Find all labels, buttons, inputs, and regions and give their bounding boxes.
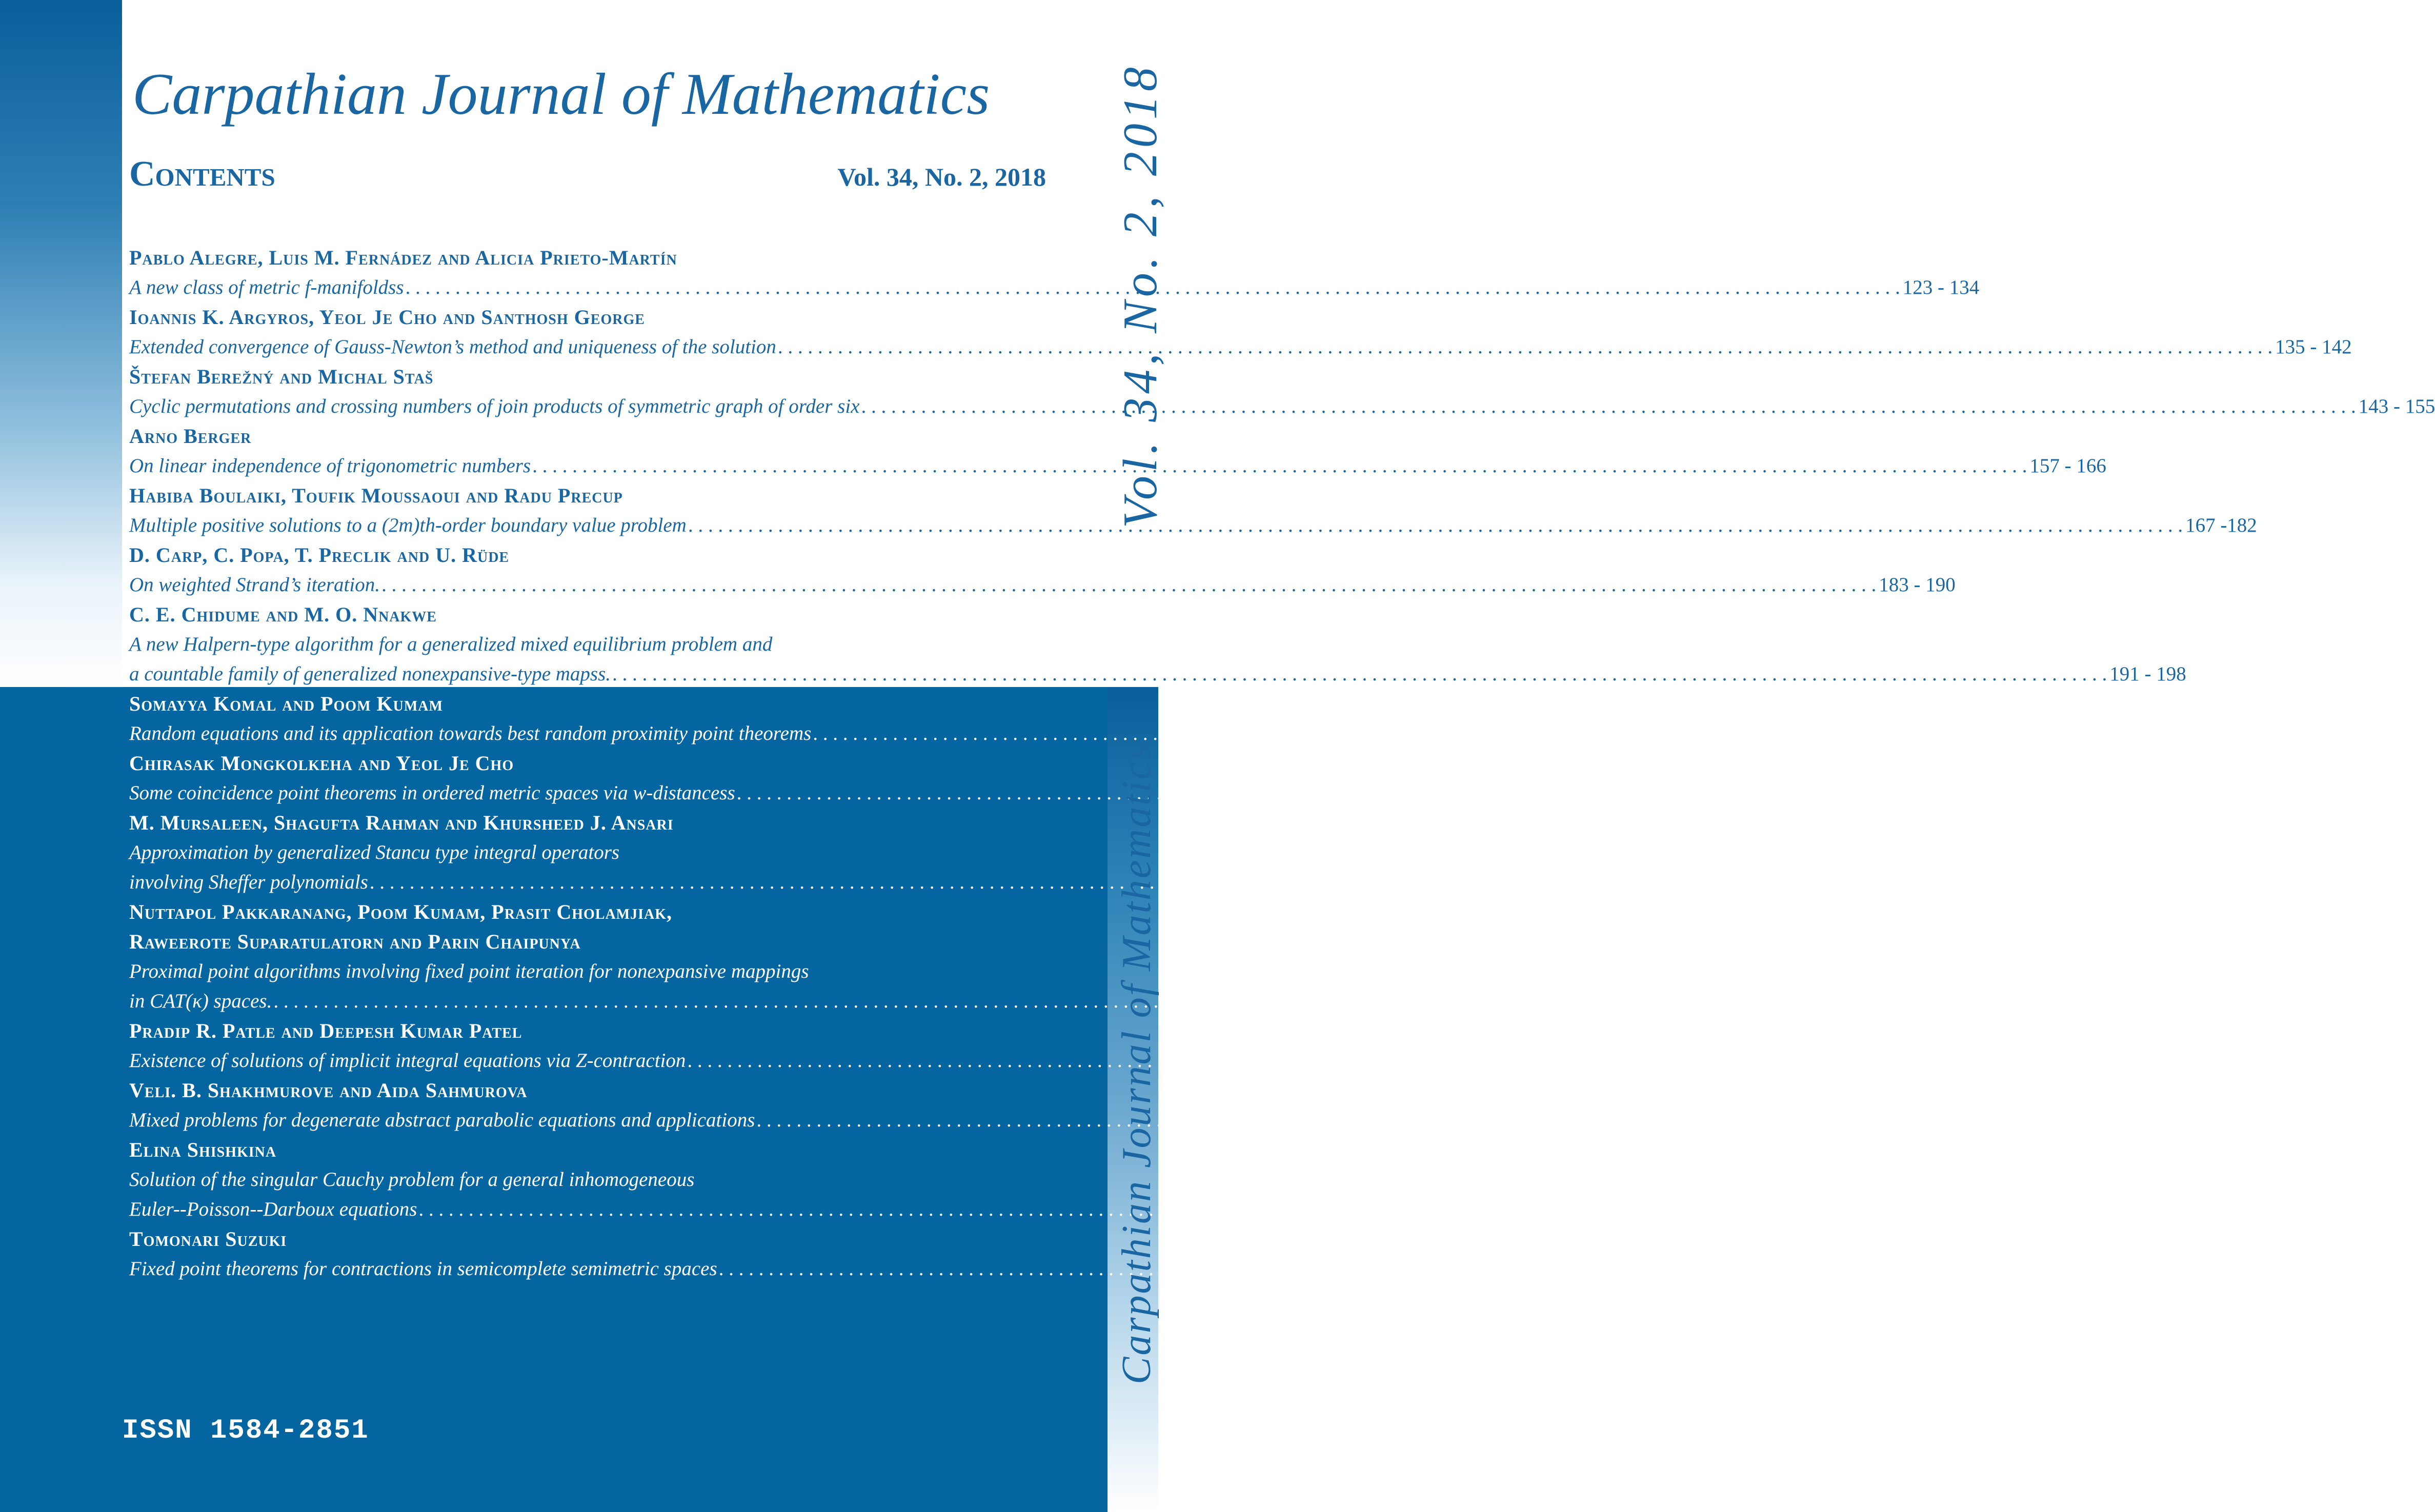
entry-pages: 269 - 275 bbox=[2216, 1258, 2293, 1280]
entry-title-row bbox=[129, 719, 2387, 749]
entry-title: On linear independence of trigonometric numbers bbox=[129, 455, 531, 477]
entry-pages: 143 - 155 bbox=[2358, 395, 2435, 417]
entry-title-row bbox=[129, 273, 1980, 303]
entry-pages: 199 - 206 bbox=[2310, 722, 2387, 744]
entry-title-row bbox=[129, 1254, 2293, 1284]
entry-title-line: Proximal point algorithms involving fixed point iteration for nonexpansive mappings bbox=[129, 960, 809, 982]
toc-entry bbox=[129, 481, 2257, 540]
dot-leader bbox=[417, 1195, 1916, 1224]
spine-volume-issue: Vol. 34, No. 2, 2018 bbox=[1114, 63, 1167, 528]
entry-title-row bbox=[129, 570, 1956, 600]
entry-title: Some coincidence point theorems in ordered metric spaces via w-distancess bbox=[129, 782, 735, 804]
entry-pages: 255 - 267 bbox=[1916, 1198, 1993, 1220]
toc-entry bbox=[129, 897, 1848, 1016]
entry-title: On weighted Strand’s iteration. bbox=[129, 574, 380, 596]
entry-authors: Pradip R. Patle and Deepesh Kumar Patel bbox=[129, 1019, 522, 1042]
left-gradient-strip bbox=[0, 0, 122, 687]
toc-entry bbox=[129, 540, 1956, 600]
entry-title-row bbox=[129, 659, 2186, 689]
entry-pages: 239 - 246 bbox=[2184, 1050, 2262, 1072]
dot-leader bbox=[755, 1105, 2253, 1135]
entry-title-row bbox=[129, 1195, 1993, 1224]
entry-pages: 229 - 237 bbox=[1770, 990, 1848, 1012]
entry-title-row bbox=[129, 868, 1939, 897]
entry-authors: Štefan Berežný and Michal Staš bbox=[129, 365, 434, 388]
entry-title: Existence of solutions of implicit integral equations via Z-contraction bbox=[129, 1050, 686, 1072]
toc-entry bbox=[129, 243, 1980, 303]
dot-leader bbox=[380, 570, 1879, 600]
entry-title: Multiple positive solutions to a (2m)th-order boundary value problem bbox=[129, 514, 687, 536]
entry-authors: Chirasak Mongkolkeha and Yeol Je Cho bbox=[129, 752, 514, 775]
entry-title-row bbox=[129, 511, 2257, 540]
entry-pages: 135 - 142 bbox=[2275, 336, 2352, 358]
journal-title: Carpathian Journal of Mathematics bbox=[132, 62, 990, 127]
toc-entry bbox=[129, 689, 2387, 749]
entry-title: Cyclic permutations and crossing numbers of join products of symmetric graph of order six bbox=[129, 395, 860, 417]
entry-pages: 167 -182 bbox=[2185, 514, 2257, 536]
entry-title: A new class of metric f-manifoldss bbox=[129, 276, 404, 298]
entry-pages: 247 - 254 bbox=[2253, 1109, 2331, 1131]
toc-entry bbox=[129, 1016, 2262, 1076]
entry-authors: C. E. Chidume and M. O. Nnakwe bbox=[129, 603, 437, 626]
dot-leader bbox=[611, 659, 2109, 689]
toc-entry bbox=[129, 303, 2352, 362]
entry-authors: Arno Berger bbox=[129, 425, 252, 448]
dot-leader bbox=[717, 1254, 2216, 1284]
entry-authors: Pablo Alegre, Luis M. Fernádez and Alicia Prieto-Martín bbox=[129, 246, 677, 269]
toc-entry bbox=[129, 600, 2186, 689]
dot-leader bbox=[776, 332, 2275, 362]
entry-title: Euler--Poisson--Darboux equations bbox=[129, 1198, 417, 1220]
entry-pages: 215- 228 bbox=[1867, 871, 1939, 893]
entry-title-line: Solution of the singular Cauchy problem for a general inhomogeneous bbox=[129, 1168, 695, 1191]
entry-pages: 183 - 190 bbox=[1879, 574, 1956, 596]
entry-title-row bbox=[129, 392, 2435, 421]
entry-title-line: Approximation by generalized Stancu type integral operators bbox=[129, 841, 620, 863]
toc-entry bbox=[129, 1224, 2293, 1284]
entry-title: Mixed problems for degenerate abstract parabolic equations and applications bbox=[129, 1109, 755, 1131]
toc-entry bbox=[129, 808, 1939, 897]
entry-title-row bbox=[129, 332, 2352, 362]
entry-title: Fixed point theorems for contractions in semicomplete semimetric spaces bbox=[129, 1258, 717, 1280]
entry-authors: Somayya Komal and Poom Kumam bbox=[129, 692, 443, 715]
entry-authors: M. Mursaleen, Shagufta Rahman and Khursheed J. Ansari bbox=[129, 811, 674, 834]
dot-leader bbox=[531, 451, 2029, 481]
entry-authors: Nuttapol Pakkaranang, Poom Kumam, Prasit Cholamjiak, bbox=[129, 900, 672, 923]
toc-entry bbox=[129, 421, 2106, 481]
entry-authors: D. Carp, C. Popa, T. Preclik and U. Rüde bbox=[129, 543, 510, 567]
spine-journal-title: Carpathian Journal of Mathematics bbox=[1114, 742, 1159, 1384]
dot-leader bbox=[272, 986, 1770, 1016]
entry-authors: Elina Shishkina bbox=[129, 1138, 277, 1161]
dot-leader bbox=[686, 1046, 2184, 1076]
toc-entry bbox=[129, 749, 2311, 808]
entry-authors: Habiba Boulaiki, Toufik Moussaoui and Radu Precup bbox=[129, 484, 623, 507]
entry-title-row bbox=[129, 778, 2311, 808]
dot-leader bbox=[687, 511, 2185, 540]
entry-pages: 207 - 214 bbox=[2233, 782, 2311, 804]
issue-info: Vol. 34, No. 2, 2018 bbox=[837, 163, 1046, 191]
entry-title-row bbox=[129, 1046, 2262, 1076]
entry-title: Extended convergence of Gauss-Newton’s method and uniqueness of the solution bbox=[129, 336, 776, 358]
entry-title-row bbox=[129, 986, 1848, 1016]
entry-pages: 123 - 134 bbox=[1902, 276, 1980, 298]
entry-authors: Ioannis K. Argyros, Yeol Je Cho and Santhosh George bbox=[129, 306, 645, 329]
entry-authors: Veli. B. Shakhmurove and Aida Sahmurova bbox=[129, 1079, 528, 1102]
dot-leader bbox=[735, 778, 2234, 808]
dot-leader bbox=[811, 719, 2310, 749]
entry-title: in CAT(κ) spaces. bbox=[129, 990, 272, 1012]
toc-entry bbox=[129, 1076, 2331, 1135]
entry-pages: 191 - 198 bbox=[2109, 663, 2186, 685]
entry-title-row bbox=[129, 1105, 2331, 1135]
entry-title: a countable family of generalized nonexpansive-type mapss. bbox=[129, 663, 611, 685]
entry-authors: Tomonari Suzuki bbox=[129, 1227, 287, 1251]
entry-title: Random equations and its application towards best random proximity point theorems bbox=[129, 722, 812, 744]
toc-entry bbox=[129, 1135, 1993, 1224]
toc-entry bbox=[129, 362, 2435, 421]
entry-title-line: A new Halpern-type algorithm for a generalized mixed equilibrium problem and bbox=[129, 633, 773, 655]
entry-authors: Raweerote Suparatulatorn and Parin Chaipunya bbox=[129, 930, 581, 953]
entry-title: involving Sheffer polynomials bbox=[129, 871, 368, 893]
entry-pages: 157 - 166 bbox=[2029, 455, 2106, 477]
dot-leader bbox=[860, 392, 2359, 421]
contents-heading: Contents bbox=[129, 154, 275, 194]
entry-title-row bbox=[129, 451, 2106, 481]
issn: ISSN 1584-2851 bbox=[122, 1415, 369, 1446]
